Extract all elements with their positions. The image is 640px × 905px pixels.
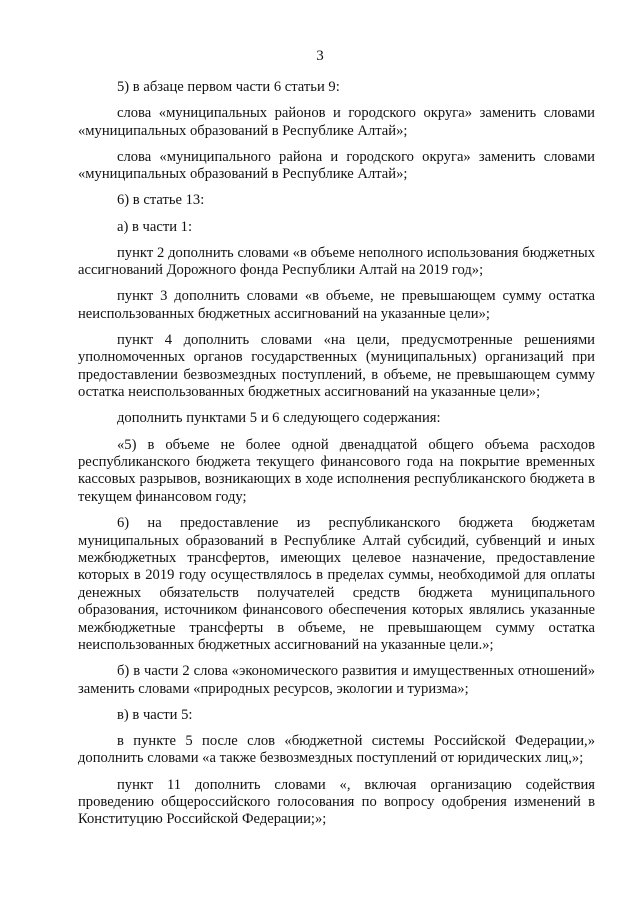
paragraph-replace-district: слова «муниципального района и городского округа» заменить словами «муниципальных образований в Республике Алтай»;: [78, 148, 595, 183]
paragraph-part5-heading: в) в части 5:: [117, 706, 193, 723]
paragraph-article9-heading: 5) в абзаце первом части 6 статьи 9:: [117, 79, 340, 95]
paragraph-add-items: дополнить пунктами 5 и 6 следующего содержания:: [117, 410, 441, 427]
paragraph-part5-item11: пункт 11 дополнить словами «, включая организацию содействия проведению общероссийского голосования по вопросу одобрения изменений в Конституцию Российской Федерации;»;: [78, 776, 595, 828]
document-body: [78, 79, 595, 838]
paragraph-item4: пункт 4 дополнить словами «на цели, предусмотренные решениями уполномоченных органов государственных (муниципальных) организаций при предоставлении безвозмездных поступлений, в объеме, не превышающем сумму остатка неиспользованных бюджетных ассигнований на указанные цели»;: [78, 332, 595, 401]
paragraph-part2: б) в части 2 слова «экономического развития и имущественных отношений» заменить словами «природных ресурсов, экологии и туризма»;: [78, 663, 595, 697]
paragraph-replace-districts: слова «муниципальных районов и городского округа» заменить словами «муниципальных образований в Республике Алтай»;: [78, 105, 595, 139]
page-number: 3: [316, 48, 324, 64]
paragraph-article13-heading: 6) в статье 13:: [117, 192, 205, 209]
paragraph-part1-heading: а) в части 1:: [117, 218, 193, 235]
paragraph-item5-new: «5) в объеме не более одной двенадцатой общего объема расходов республиканского бюджета текущего финансового года на покрытие временных кассовых разрывов, возникающих в ходе исполнения республиканского бюджета в текущем финансовом году;: [78, 436, 595, 505]
paragraph-item2: пункт 2 дополнить словами «в объеме неполного использования бюджетных ассигнований Дорожного фонда Республики Алтай на 2019 год»;: [78, 244, 595, 279]
paragraph-item6-new: 6) на предоставление из республиканского бюджета бюджетам муниципальных образований в Республике Алтай субсидий, субвенций и иных межбюджетных трансфертов, имеющих целевое назначение, предоставление которых в 2019 году осуществлялось в пределах суммы, необходимой для оплаты денежных обязательств получателей средств бюджета муниципального образования, источником финансового обеспечения которых являлись указанные межбюджетные трансферты в объеме, не превышающем сумму остатка неиспользованных бюджетных ассигнований на указанные цели.»;: [78, 515, 595, 653]
paragraph-item3: пункт 3 дополнить словами «в объеме, не превышающем сумму остатка неиспользованных бюджетных ассигнований на указанные цели»;: [78, 288, 595, 322]
paragraph-part5-item5: в пункте 5 после слов «бюджетной системы Российской Федерации,» дополнить словами «а также безвозмездных поступлений от юридических лиц,»;: [78, 732, 595, 767]
